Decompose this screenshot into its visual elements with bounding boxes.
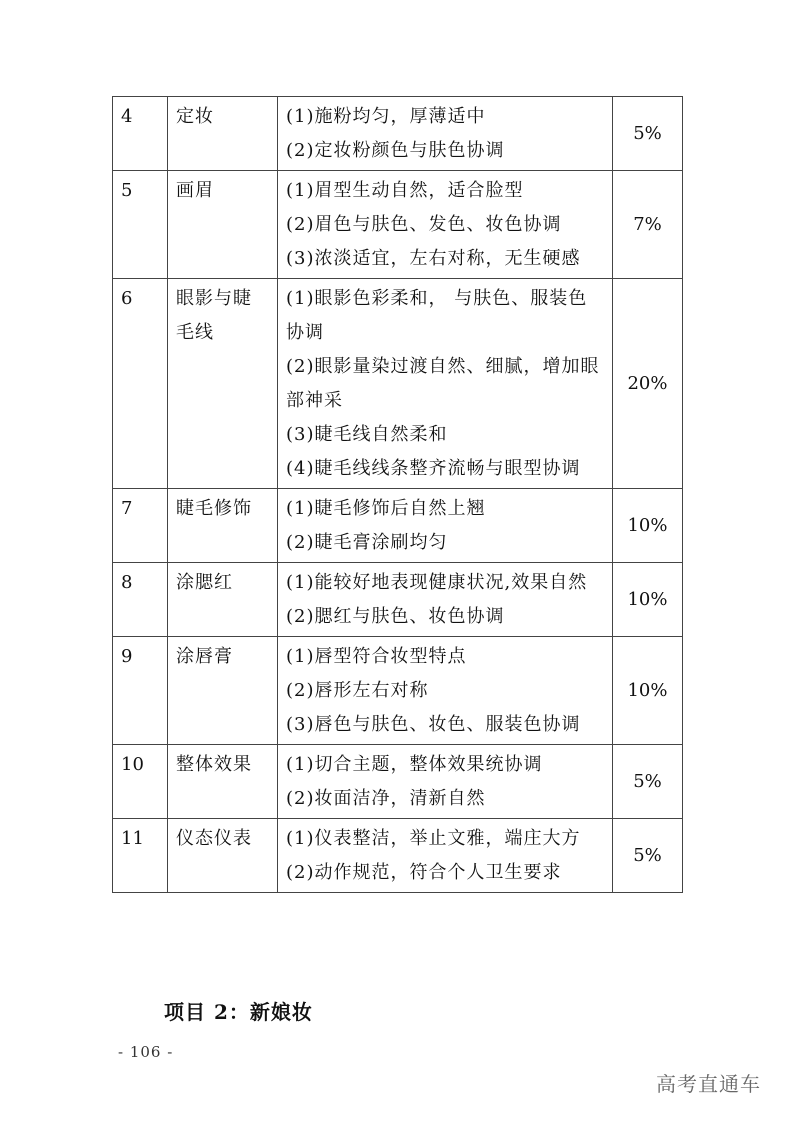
table-row — [113, 171, 683, 279]
score-weight: 10% — [613, 563, 683, 637]
item-number: 6 — [113, 279, 168, 489]
criteria-line: (2)眉色与肤色、发色、妆色协调 — [286, 214, 562, 235]
item-number: 4 — [113, 97, 168, 171]
item-name: 眼影与睫毛线 — [168, 279, 278, 489]
criteria-line: (2)眼影量染过渡自然、细腻，增加眼部神采 — [286, 356, 600, 411]
criteria-line: (1)施粉均匀，厚薄适中 — [286, 106, 486, 127]
criteria-line: (2)妆面洁净，清新自然 — [286, 788, 486, 809]
criteria-cell — [278, 97, 613, 171]
criteria-cell — [278, 637, 613, 745]
criteria-line: (1)唇型符合妆型特点 — [286, 646, 467, 667]
criteria-line: (2)腮红与肤色、妆色协调 — [286, 606, 505, 627]
criteria-line: (4)睫毛线线条整齐流畅与眼型协调 — [286, 458, 581, 479]
item-number: 10 — [113, 745, 168, 819]
criteria-cell — [278, 279, 613, 489]
item-name: 仪态仪表 — [168, 819, 278, 893]
criteria-cell — [278, 745, 613, 819]
criteria-line: (1)能较好地表现健康状况,效果自然 — [286, 572, 588, 593]
item-number: 9 — [113, 637, 168, 745]
item-number: 7 — [113, 489, 168, 563]
table-row — [113, 819, 683, 893]
criteria-line: (1)眉型生动自然，适合脸型 — [286, 180, 524, 201]
scoring-table — [112, 96, 683, 893]
criteria-line: (1)眼影色彩柔和， 与肤色、服装色协调 — [286, 288, 588, 343]
section-heading: 项目 2：新娘妆 — [164, 1000, 313, 1024]
item-number: 8 — [113, 563, 168, 637]
item-name: 涂唇膏 — [168, 637, 278, 745]
score-weight: 10% — [613, 489, 683, 563]
item-name: 涂腮红 — [168, 563, 278, 637]
item-name: 睫毛修饰 — [168, 489, 278, 563]
criteria-line: (2)动作规范，符合个人卫生要求 — [286, 862, 562, 883]
score-weight: 20% — [613, 279, 683, 489]
table-row — [113, 563, 683, 637]
page-number: - 106 - — [118, 1043, 174, 1061]
watermark: 高考直通车 — [656, 1072, 761, 1096]
score-weight: 5% — [613, 97, 683, 171]
criteria-line: (2)定妆粉颜色与肤色协调 — [286, 140, 505, 161]
item-number: 11 — [113, 819, 168, 893]
criteria-line: (1)睫毛修饰后自然上翘 — [286, 498, 486, 519]
criteria-line: (2)唇形左右对称 — [286, 680, 429, 701]
score-weight: 7% — [613, 171, 683, 279]
criteria-line: (3)睫毛线自然柔和 — [286, 424, 448, 445]
score-weight: 5% — [613, 745, 683, 819]
table-row — [113, 279, 683, 489]
criteria-cell — [278, 563, 613, 637]
table-row — [113, 97, 683, 171]
criteria-line: (3)唇色与肤色、妆色、服装色协调 — [286, 714, 581, 735]
criteria-line: (2)睫毛膏涂刷均匀 — [286, 532, 448, 553]
criteria-cell — [278, 819, 613, 893]
item-name: 整体效果 — [168, 745, 278, 819]
table-row — [113, 637, 683, 745]
scoring-table-body — [113, 97, 683, 893]
score-weight: 10% — [613, 637, 683, 745]
criteria-line: (1)切合主题，整体效果统协调 — [286, 754, 543, 775]
criteria-line: (1)仪表整洁，举止文雅，端庄大方 — [286, 828, 581, 849]
table-row — [113, 745, 683, 819]
criteria-cell — [278, 171, 613, 279]
criteria-cell — [278, 489, 613, 563]
score-weight: 5% — [613, 819, 683, 893]
criteria-line: (3)浓淡适宜，左右对称，无生硬感 — [286, 248, 581, 269]
table-row — [113, 489, 683, 563]
item-name: 画眉 — [168, 171, 278, 279]
item-name: 定妆 — [168, 97, 278, 171]
item-number: 5 — [113, 171, 168, 279]
